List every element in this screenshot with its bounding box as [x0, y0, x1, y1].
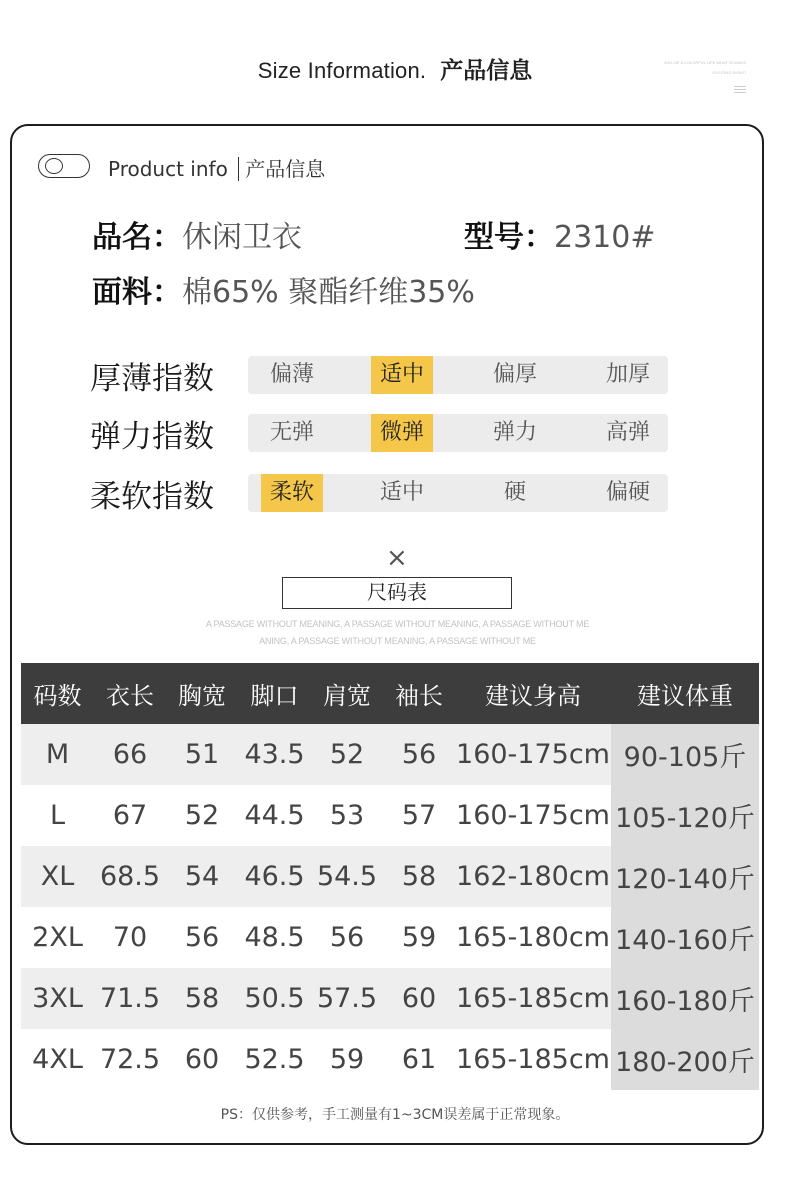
table-cell: 56: [184, 922, 220, 953]
table-cell: 60: [383, 968, 455, 1029]
table-cell: 54: [166, 846, 238, 907]
column-header: 肩宽: [311, 663, 383, 724]
table-cell: 44.5: [244, 800, 305, 831]
table-cell: 59: [401, 922, 437, 953]
table-cell: 46.5: [238, 846, 311, 907]
index-option: 偏薄: [269, 362, 314, 387]
index-option: 加厚: [605, 362, 650, 387]
table-cell: 52: [184, 800, 220, 831]
index-option: 无弹: [269, 420, 314, 445]
index-scale: [248, 474, 668, 512]
spec-fabric-value: 棉65% 聚酯纤维35%: [182, 275, 475, 310]
table-cell: 43.5: [238, 724, 311, 785]
decor-line-2: EXCITING RIGHT!: [712, 70, 746, 75]
product-info-title-zh: 产品信息: [245, 157, 326, 181]
table-cell: 48.5: [244, 922, 305, 953]
spec-model-value: 2310#: [554, 220, 656, 255]
table-row: [21, 724, 759, 785]
index-option-selected: 微弹: [371, 414, 433, 452]
table-cell: 3XL: [21, 968, 94, 1029]
table-cell: 59: [329, 1044, 365, 1075]
table-cell: M: [21, 724, 94, 785]
table-cell: 56: [383, 724, 455, 785]
spec-name: [92, 212, 302, 256]
table-cell: 68.5: [94, 846, 166, 907]
table-cell: 160-175cm: [456, 800, 610, 831]
close-icon: ×: [386, 543, 408, 573]
table-cell: 4XL: [32, 1044, 83, 1075]
passage-line-1: A PASSAGE WITHOUT MEANING, A PASSAGE WITHOUT MEANING, A PASSAGE WITHOUT ME: [205, 619, 590, 629]
table-row: [21, 968, 759, 1029]
index-option: 适中: [379, 480, 424, 505]
index-option: 高弹: [605, 420, 650, 445]
index-label: 柔软指数: [90, 479, 214, 515]
decorative-text: [628, 58, 746, 99]
index-option: 硬: [503, 480, 526, 505]
spec-fabric-label: 面料：: [92, 275, 182, 310]
column-header: 脚口: [238, 663, 311, 724]
index-option: 偏硬: [605, 480, 650, 505]
column-header: 胸宽: [166, 663, 238, 724]
table-cell: 2XL: [32, 922, 83, 953]
spec-name-label: 品名：: [92, 220, 182, 255]
table-cell: XL: [21, 846, 94, 907]
page-title-en: Size Information.: [257, 58, 427, 83]
column-header: 衣长: [94, 663, 166, 724]
toggle-icon: [38, 154, 90, 178]
column-header: 袖长: [383, 663, 455, 724]
index-option-selected: 适中: [371, 356, 433, 394]
table-cell: 165-185cm: [456, 1044, 610, 1075]
table-cell: 180-200斤: [611, 1029, 759, 1090]
size-chart-title: 尺码表: [282, 577, 512, 609]
page-title-zh: 产品信息: [440, 58, 533, 84]
table-cell: 162-180cm: [455, 846, 611, 907]
index-option: 偏厚: [492, 362, 537, 387]
table-header-row: [21, 663, 759, 724]
index-option: 弹力: [492, 420, 537, 445]
index-option-selected: 柔软: [261, 474, 323, 512]
product-info-title: [108, 153, 325, 182]
column-header: 建议体重: [611, 663, 759, 724]
spec-model: [464, 212, 655, 256]
table-cell: 165-180cm: [456, 922, 610, 953]
spec-model-label: 型号：: [464, 220, 554, 255]
toggle-knob: [45, 158, 63, 174]
table-cell: 51: [166, 724, 238, 785]
title-divider: [238, 157, 240, 181]
table-row: [21, 1029, 759, 1090]
table-cell: 56: [329, 922, 365, 953]
table-cell: 53: [329, 800, 365, 831]
table-cell: 52.5: [244, 1044, 305, 1075]
table-cell: 72.5: [99, 1044, 161, 1075]
table-row: [21, 907, 759, 968]
product-info-title-en: Product info: [108, 157, 228, 181]
table-cell: 165-185cm: [455, 968, 611, 1029]
table-cell: 52: [311, 724, 383, 785]
measurement-note: PS：仅供参考，手工测量有1~3CM误差属于正常现象。: [220, 1107, 570, 1123]
column-header: 建议身高: [455, 663, 611, 724]
spec-name-value: 休闲卫衣: [182, 220, 302, 255]
index-label: 弹力指数: [90, 419, 214, 455]
table-cell: 57.5: [311, 968, 383, 1029]
table-cell: 90-105斤: [611, 724, 759, 785]
table-cell: 58: [166, 968, 238, 1029]
passage-line-2: ANING, A PASSAGE WITHOUT MEANING, A PASSAGE WITHOUT ME: [259, 636, 536, 646]
index-label: 厚薄指数: [90, 361, 214, 397]
table-cell: L: [49, 800, 66, 831]
table-cell: 60: [184, 1044, 220, 1075]
table-row: [21, 785, 759, 846]
index-scale: [248, 414, 668, 452]
table-cell: 50.5: [238, 968, 311, 1029]
decor-line-1: WILL BE A COLORFUL LIFE WHAT SOUNDS: [663, 60, 746, 65]
index-scale: [248, 356, 668, 394]
list-lines-icon: [734, 86, 746, 95]
table-cell: 67: [112, 800, 148, 831]
table-cell: 140-160斤: [611, 907, 759, 968]
table-body: [21, 724, 759, 1090]
table-cell: 61: [401, 1044, 437, 1075]
spec-fabric: [92, 267, 475, 311]
table-row: [21, 846, 759, 907]
table-cell: 160-175cm: [455, 724, 611, 785]
column-header: 码数: [21, 663, 94, 724]
table-cell: 71.5: [94, 968, 166, 1029]
table-cell: 66: [94, 724, 166, 785]
table-cell: 54.5: [311, 846, 383, 907]
size-table: [21, 663, 759, 1090]
table-cell: 120-140斤: [611, 846, 759, 907]
table-cell: 57: [401, 800, 437, 831]
table-cell: 58: [383, 846, 455, 907]
table-cell: 160-180斤: [611, 968, 759, 1029]
table-cell: 105-120斤: [611, 785, 759, 846]
table-cell: 70: [112, 922, 148, 953]
